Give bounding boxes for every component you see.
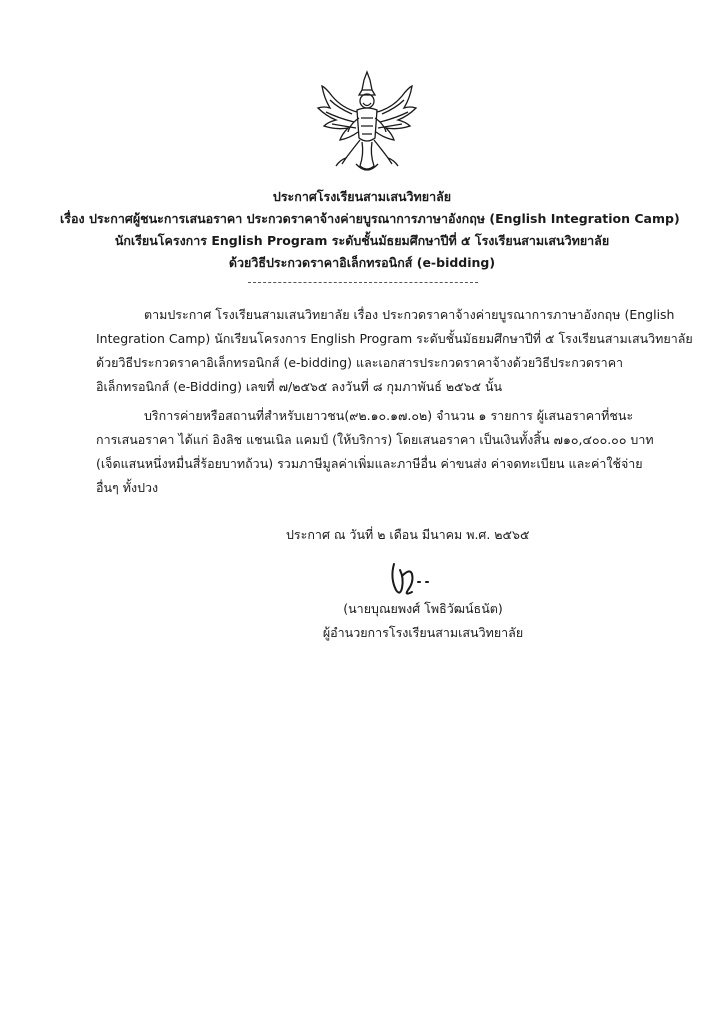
paragraph-line: การเสนอราคา ได้แก่ อิงลิช แชนเนิล แคมป์ (ให้บริการ) โดยเสนอราคา เป็นเงินทั้งสิ้น ๗๑๐,๔๐๐.๐๐ บาท [96,432,654,447]
paragraph-line: อื่นๆ ทั้งปวง [96,480,159,495]
paragraph-line: บริการค่ายหรือสถานที่สำหรับเยาวชน(๙๒.๑๐.๑๗.๐๒) จำนวน ๑ รายการ ผู้เสนอราคาที่ชนะ [144,408,634,423]
announcement-title: ประกาศโรงเรียนสามเสนวิทยาลัย [272,189,452,204]
paragraph-line: (เจ็ดแสนหนึ่งหมื่นสี่ร้อยบาทถ้วน) รวมภาษีมูลค่าเพิ่มและภาษีอื่น ค่าขนส่ง ค่าจดทะเบียน และค่าใช้จ่าย [96,456,643,471]
announcement-subject-line3: ด้วยวิธีประกวดราคาอิเล็กทรอนิกส์ (e-bidding) [228,255,496,270]
announcement-header [60,186,680,274]
garuda-emblem-icon [312,68,422,178]
signer-block [308,597,538,645]
announcement-subject-line2: นักเรียนโครงการ English Program ระดับชั้นมัธยมศึกษาปีที่ ๕ โรงเรียนสามเสนวิทยาลัย [114,233,610,248]
paragraph-award [96,404,652,500]
paragraph-line: Integration Camp) นักเรียนโครงการ English Program ระดับชั้นมัธยมศึกษาปีที่ ๕ โรงเรียนสามเสนวิทยาลัย [96,331,693,346]
paragraph-line: อิเล็กทรอนิกส์ (e-Bidding) เลขที่ ๗/๒๕๖๕ ลงวันที่ ๘ กุมภาพันธ์ ๒๕๖๕ นั้น [96,379,503,394]
signer-title: ผู้อำนวยการโรงเรียนสามเสนวิทยาลัย [322,625,524,640]
paragraph-reference [96,303,693,399]
paragraph-line: ด้วยวิธีประกวดราคาอิเล็กทรอนิกส์ (e-bidding) และเอกสารประกวดราคาจ้างด้วยวิธีประกวดราคา [96,355,624,370]
announcement-date: ประกาศ ณ วันที่ ๒ เดือน มีนาคม พ.ศ. ๒๕๖๕ [286,527,530,542]
paragraph-line: ตามประกาศ โรงเรียนสามเสนวิทยาลัย เรื่อง ประกวดราคาจ้างค่ายบูรณาการภาษาอังกฤษ (English [144,307,675,322]
handwritten-signature-icon [382,560,442,600]
announcement-subject: เรื่อง ประกาศผู้ชนะการเสนอราคา ประกวดราคาจ้างค่ายบูรณาการภาษาอังกฤษ (English Integration Camp) [60,211,680,226]
signer-name: (นายบุณยพงศ์ โพธิวัฒน์ธนัต) [343,601,503,616]
header-divider [248,282,478,283]
